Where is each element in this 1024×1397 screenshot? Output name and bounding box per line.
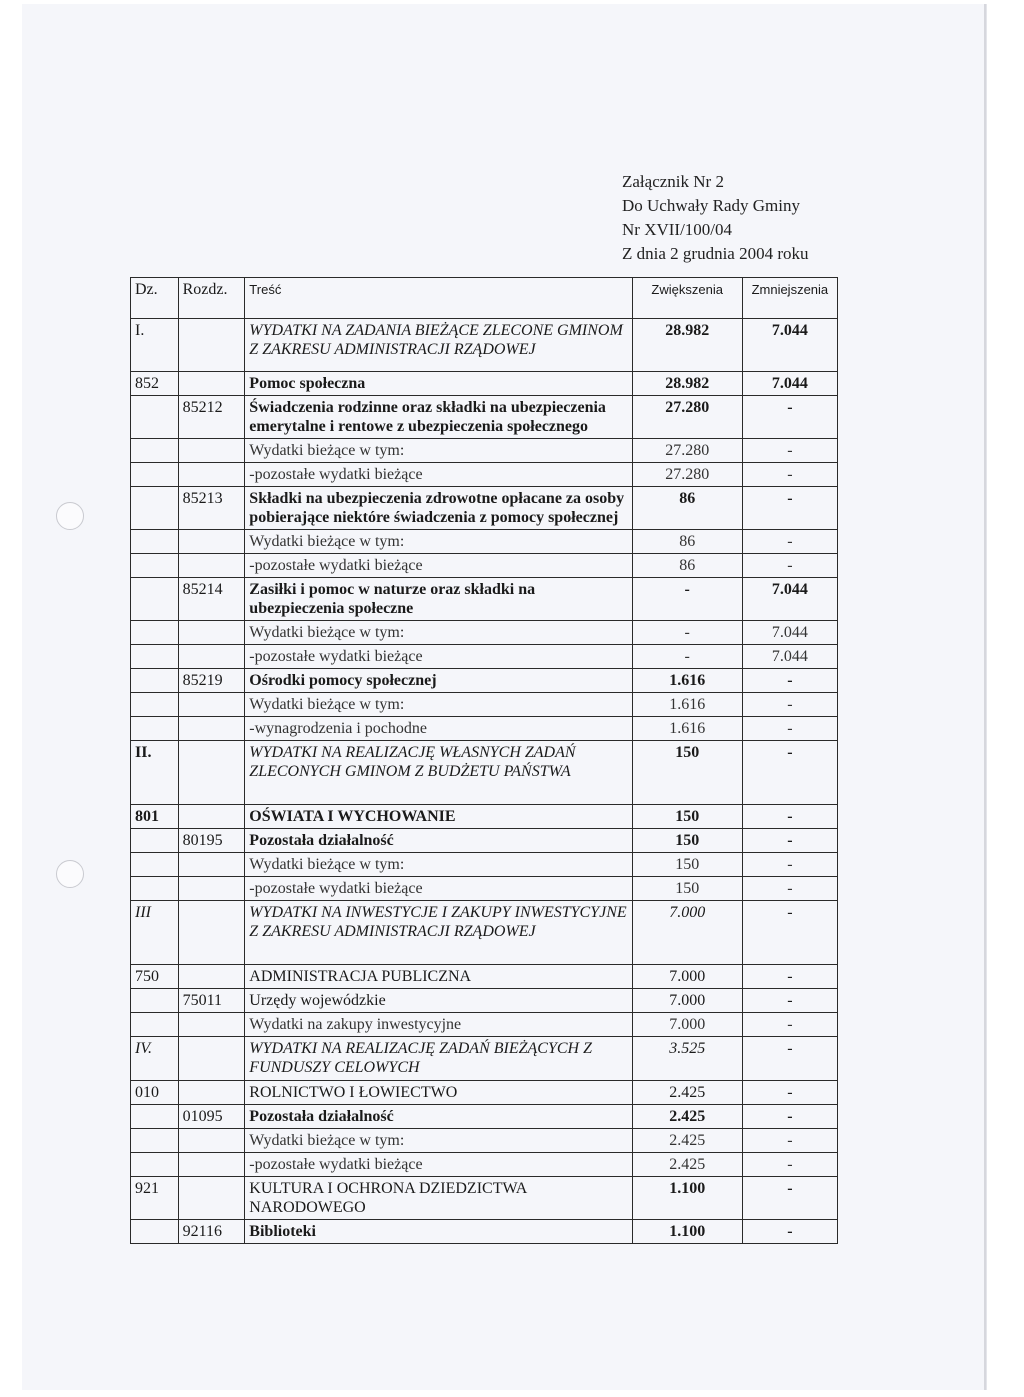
- cell-tresc: Zasiłki i pomoc w naturze oraz składki na ubezpieczenia społeczne: [245, 578, 632, 621]
- cell-zmniejszenia: -: [742, 669, 837, 693]
- cell-dz: [131, 645, 179, 669]
- cell-tresc: Świadczenia rodzinne oraz składki na ubezpieczenia emerytalne i rentowe z ubezpieczenia społecznego: [245, 396, 632, 439]
- header-line-2: Do Uchwały Rady Gminy: [622, 196, 801, 215]
- table-row: [131, 1129, 838, 1153]
- cell-zmniejszenia: -: [742, 965, 837, 989]
- cell-zwiekszenia: 2.425: [632, 1153, 742, 1177]
- cell-zwiekszenia: 1.100: [632, 1220, 742, 1244]
- cell-zmniejszenia: -: [742, 487, 837, 530]
- cell-zwiekszenia: 86: [632, 530, 742, 554]
- cell-tresc: Wydatki bieżące w tym:: [245, 621, 632, 645]
- cell-dz: [131, 693, 179, 717]
- cell-rozdz: [178, 439, 245, 463]
- cell-zmniejszenia: -: [742, 1220, 837, 1244]
- table-row: [131, 463, 838, 487]
- cell-zmniejszenia: 7.044: [742, 319, 837, 372]
- cell-rozdz: [178, 645, 245, 669]
- cell-dz: [131, 578, 179, 621]
- table-row: [131, 439, 838, 463]
- cell-zmniejszenia: -: [742, 693, 837, 717]
- cell-zwiekszenia: 150: [632, 877, 742, 901]
- cell-tresc: -pozostałe wydatki bieżące: [245, 463, 632, 487]
- cell-dz: [131, 554, 179, 578]
- cell-zmniejszenia: -: [742, 829, 837, 853]
- table-header-row: [131, 278, 838, 319]
- cell-rozdz: 85214: [178, 578, 245, 621]
- cell-zmniejszenia: -: [742, 1105, 837, 1129]
- cell-rozdz: 80195: [178, 829, 245, 853]
- cell-dz: 852: [131, 372, 179, 396]
- cell-zwiekszenia: 2.425: [632, 1105, 742, 1129]
- cell-zmniejszenia: -: [742, 1129, 837, 1153]
- cell-dz: [131, 717, 179, 741]
- cell-dz: 801: [131, 805, 179, 829]
- cell-tresc: WYDATKI NA INWESTYCJE I ZAKUPY INWESTYCYJNE Z ZAKRESU ADMINISTRACJI RZĄDOWEJ: [245, 901, 632, 965]
- cell-zwiekszenia: 27.280: [632, 396, 742, 439]
- cell-rozdz: 92116: [178, 1220, 245, 1244]
- cell-tresc: WYDATKI NA REALIZACJĘ ZADAŃ BIEŻĄCYCH Z FUNDUSZY CELOWYCH: [245, 1037, 632, 1081]
- table-row: [131, 829, 838, 853]
- cell-tresc: Wydatki bieżące w tym:: [245, 693, 632, 717]
- table-row: [131, 1153, 838, 1177]
- cell-zwiekszenia: 150: [632, 805, 742, 829]
- table-row: [131, 487, 838, 530]
- cell-tresc: WYDATKI NA ZADANIA BIEŻĄCE ZLECONE GMINOM Z ZAKRESU ADMINISTRACJI RZĄDOWEJ: [245, 319, 632, 372]
- col-header-dz: Dz.: [131, 278, 179, 319]
- cell-zmniejszenia: -: [742, 1037, 837, 1081]
- cell-tresc: ADMINISTRACJA PUBLICZNA: [245, 965, 632, 989]
- cell-dz: [131, 487, 179, 530]
- table-row: [131, 741, 838, 805]
- cell-zmniejszenia: -: [742, 1013, 837, 1037]
- cell-dz: III: [131, 901, 179, 965]
- table-row: [131, 1105, 838, 1129]
- cell-dz: [131, 829, 179, 853]
- cell-zwiekszenia: 7.000: [632, 989, 742, 1013]
- table-row: [131, 669, 838, 693]
- cell-rozdz: [178, 1129, 245, 1153]
- cell-zwiekszenia: 28.982: [632, 372, 742, 396]
- cell-dz: [131, 1220, 179, 1244]
- cell-zwiekszenia: 7.000: [632, 965, 742, 989]
- cell-tresc: OŚWIATA I WYCHOWANIE: [245, 805, 632, 829]
- cell-dz: [131, 530, 179, 554]
- table-row: [131, 578, 838, 621]
- cell-zmniejszenia: -: [742, 901, 837, 965]
- cell-tresc: KULTURA I OCHRONA DZIEDZICTWA NARODOWEGO: [245, 1177, 632, 1220]
- cell-zwiekszenia: -: [632, 578, 742, 621]
- cell-dz: [131, 1013, 179, 1037]
- cell-zwiekszenia: 150: [632, 853, 742, 877]
- cell-rozdz: 85212: [178, 396, 245, 439]
- cell-zwiekszenia: -: [632, 645, 742, 669]
- cell-dz: [131, 396, 179, 439]
- table-row: [131, 372, 838, 396]
- cell-tresc: Pozostała działalność: [245, 829, 632, 853]
- table-row: [131, 901, 838, 965]
- cell-zwiekszenia: 150: [632, 741, 742, 805]
- table-row: [131, 853, 838, 877]
- cell-zmniejszenia: -: [742, 439, 837, 463]
- cell-rozdz: [178, 1081, 245, 1105]
- cell-zwiekszenia: 86: [632, 487, 742, 530]
- cell-dz: [131, 877, 179, 901]
- cell-zmniejszenia: -: [742, 741, 837, 805]
- cell-rozdz: [178, 805, 245, 829]
- cell-zwiekszenia: 150: [632, 829, 742, 853]
- cell-rozdz: [178, 877, 245, 901]
- table-row: [131, 396, 838, 439]
- cell-zwiekszenia: 86: [632, 554, 742, 578]
- cell-dz: [131, 1129, 179, 1153]
- table-row: [131, 877, 838, 901]
- cell-zwiekszenia: 7.000: [632, 901, 742, 965]
- table-row: [131, 805, 838, 829]
- cell-dz: [131, 463, 179, 487]
- cell-rozdz: [178, 693, 245, 717]
- cell-zmniejszenia: 7.044: [742, 621, 837, 645]
- cell-zwiekszenia: -: [632, 621, 742, 645]
- table-row: [131, 621, 838, 645]
- cell-rozdz: [178, 965, 245, 989]
- table-row: [131, 965, 838, 989]
- cell-zmniejszenia: -: [742, 1177, 837, 1220]
- cell-tresc: Biblioteki: [245, 1220, 632, 1244]
- cell-zwiekszenia: 1.100: [632, 1177, 742, 1220]
- cell-zwiekszenia: 1.616: [632, 717, 742, 741]
- table-row: [131, 530, 838, 554]
- cell-rozdz: [178, 1177, 245, 1220]
- cell-zmniejszenia: 7.044: [742, 372, 837, 396]
- cell-rozdz: [178, 554, 245, 578]
- table-row: [131, 1220, 838, 1244]
- cell-zwiekszenia: 2.425: [632, 1129, 742, 1153]
- cell-zmniejszenia: -: [742, 1081, 837, 1105]
- table-row: [131, 989, 838, 1013]
- cell-dz: [131, 1153, 179, 1177]
- table-row: [131, 645, 838, 669]
- cell-zwiekszenia: 28.982: [632, 319, 742, 372]
- punch-hole-top: [56, 502, 84, 530]
- cell-zwiekszenia: 7.000: [632, 1013, 742, 1037]
- cell-dz: 921: [131, 1177, 179, 1220]
- cell-dz: [131, 989, 179, 1013]
- cell-tresc: -pozostałe wydatki bieżące: [245, 1153, 632, 1177]
- cell-zmniejszenia: -: [742, 1153, 837, 1177]
- cell-zmniejszenia: -: [742, 530, 837, 554]
- cell-rozdz: [178, 1037, 245, 1081]
- table-row: [131, 693, 838, 717]
- cell-dz: [131, 621, 179, 645]
- cell-tresc: WYDATKI NA REALIZACJĘ WŁASNYCH ZADAŃ ZLECONYCH GMINOM Z BUDŻETU PAŃSTWA: [245, 741, 632, 805]
- table-row: [131, 717, 838, 741]
- cell-rozdz: 85219: [178, 669, 245, 693]
- cell-zmniejszenia: -: [742, 396, 837, 439]
- cell-dz: II.: [131, 741, 179, 805]
- cell-tresc: -pozostałe wydatki bieżące: [245, 877, 632, 901]
- col-header-rozdz: Rozdz.: [178, 278, 245, 319]
- cell-tresc: Składki na ubezpieczenia zdrowotne opłacane za osoby pobierające niektóre świadczenia z pomocy społecznej: [245, 487, 632, 530]
- cell-dz: [131, 669, 179, 693]
- cell-tresc: Urzędy wojewódzkie: [245, 989, 632, 1013]
- cell-tresc: Pomoc społeczna: [245, 372, 632, 396]
- cell-rozdz: 01095: [178, 1105, 245, 1129]
- punch-hole-bottom: [56, 860, 84, 888]
- cell-zmniejszenia: -: [742, 805, 837, 829]
- cell-rozdz: 85213: [178, 487, 245, 530]
- cell-zwiekszenia: 1.616: [632, 693, 742, 717]
- cell-dz: IV.: [131, 1037, 179, 1081]
- budget-table: [130, 277, 838, 1244]
- table-row: [131, 1013, 838, 1037]
- cell-dz: 010: [131, 1081, 179, 1105]
- cell-tresc: Pozostała działalność: [245, 1105, 632, 1129]
- table-row: [131, 1177, 838, 1220]
- cell-rozdz: [178, 530, 245, 554]
- header-line-1: Załącznik Nr 2: [622, 172, 724, 191]
- cell-zwiekszenia: 2.425: [632, 1081, 742, 1105]
- table-row: [131, 554, 838, 578]
- cell-tresc: Wydatki bieżące w tym:: [245, 853, 632, 877]
- cell-rozdz: [178, 621, 245, 645]
- cell-zmniejszenia: -: [742, 877, 837, 901]
- cell-tresc: -wynagrodzenia i pochodne: [245, 717, 632, 741]
- cell-rozdz: [178, 1153, 245, 1177]
- cell-zwiekszenia: 27.280: [632, 439, 742, 463]
- header-line-4: Z dnia 2 grudnia 2004 roku: [622, 244, 809, 263]
- cell-zmniejszenia: -: [742, 717, 837, 741]
- cell-rozdz: [178, 372, 245, 396]
- cell-tresc: Wydatki na zakupy inwestycyjne: [245, 1013, 632, 1037]
- table-row: [131, 1037, 838, 1081]
- cell-zwiekszenia: 1.616: [632, 669, 742, 693]
- cell-rozdz: [178, 463, 245, 487]
- cell-tresc: Wydatki bieżące w tym:: [245, 439, 632, 463]
- table-row: [131, 1081, 838, 1105]
- cell-zmniejszenia: -: [742, 989, 837, 1013]
- document-header: [622, 170, 809, 266]
- cell-rozdz: [178, 901, 245, 965]
- cell-dz: [131, 1105, 179, 1129]
- col-header-tresc: Treść: [245, 278, 632, 319]
- cell-zmniejszenia: 7.044: [742, 578, 837, 621]
- cell-rozdz: 75011: [178, 989, 245, 1013]
- cell-dz: [131, 853, 179, 877]
- cell-rozdz: [178, 319, 245, 372]
- cell-dz: 750: [131, 965, 179, 989]
- header-line-3: Nr XVII/100/04: [622, 220, 733, 239]
- cell-tresc: ROLNICTWO I ŁOWIECTWO: [245, 1081, 632, 1105]
- cell-tresc: Wydatki bieżące w tym:: [245, 530, 632, 554]
- cell-tresc: Ośrodki pomocy społecznej: [245, 669, 632, 693]
- cell-zmniejszenia: -: [742, 853, 837, 877]
- cell-zmniejszenia: 7.044: [742, 645, 837, 669]
- cell-rozdz: [178, 853, 245, 877]
- cell-zmniejszenia: -: [742, 554, 837, 578]
- cell-tresc: -pozostałe wydatki bieżące: [245, 554, 632, 578]
- cell-tresc: -pozostałe wydatki bieżące: [245, 645, 632, 669]
- col-header-zwiekszenia: Zwiększenia: [632, 278, 742, 319]
- table-row: [131, 319, 838, 372]
- col-header-zmniejszenia: Zmniejszenia: [742, 278, 837, 319]
- cell-zwiekszenia: 27.280: [632, 463, 742, 487]
- cell-dz: I.: [131, 319, 179, 372]
- cell-tresc: Wydatki bieżące w tym:: [245, 1129, 632, 1153]
- cell-zwiekszenia: 3.525: [632, 1037, 742, 1081]
- cell-rozdz: [178, 1013, 245, 1037]
- cell-zmniejszenia: -: [742, 463, 837, 487]
- cell-rozdz: [178, 741, 245, 805]
- cell-dz: [131, 439, 179, 463]
- cell-rozdz: [178, 717, 245, 741]
